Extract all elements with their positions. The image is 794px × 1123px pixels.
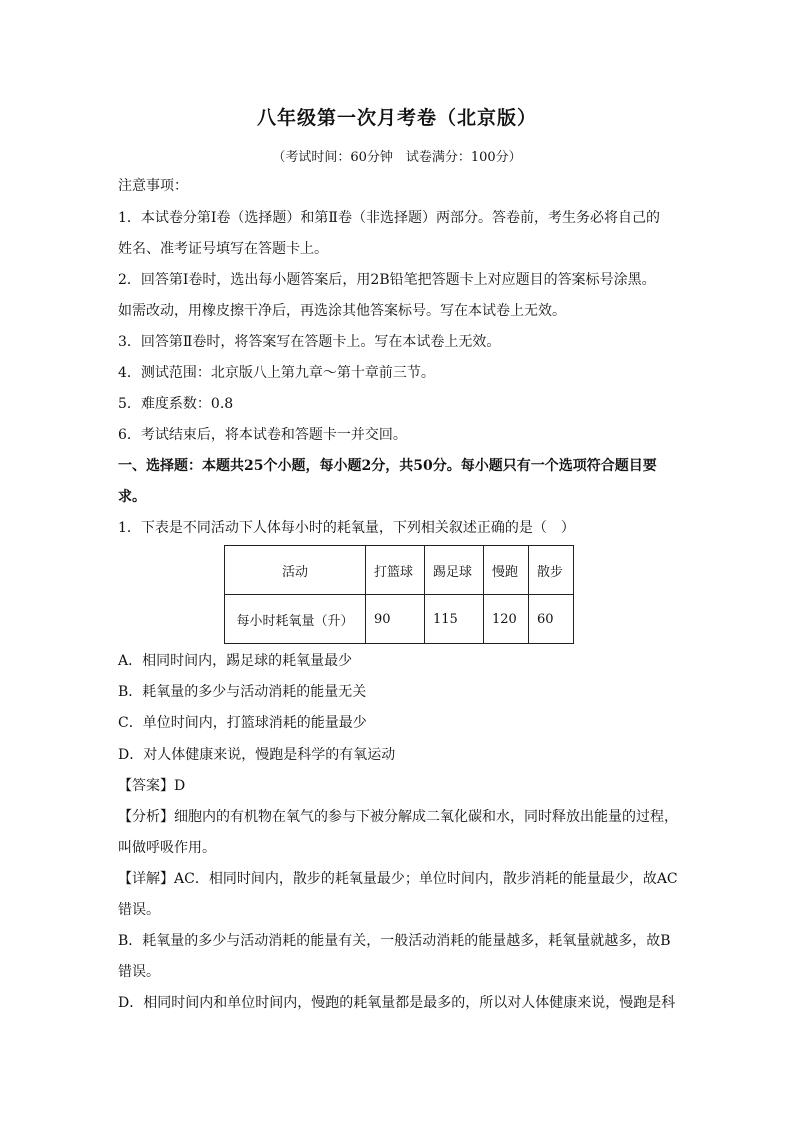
detail-line: 错误。 xyxy=(118,964,160,980)
section-heading: 一、选择题：本题共25个小题，每小题2分，共50分。每小题只有一个选项符合题目要 xyxy=(118,458,657,474)
note-line: 3．回答第Ⅱ卷时，将答案写在答题卡上。写在本试卷上无效。 xyxy=(118,334,501,350)
option-b: B．耗氧量的多少与活动消耗的能量无关 xyxy=(118,684,367,700)
note-line: 如需改动，用橡皮擦干净后，再选涂其他答案标号。写在本试卷上无效。 xyxy=(118,303,566,319)
table-cell: 115 xyxy=(425,595,484,644)
table-cell: 60 xyxy=(529,595,574,644)
analysis-line: 叫做呼吸作用。 xyxy=(118,840,216,856)
option-d: D．对人体健康来说，慢跑是科学的有氧运动 xyxy=(118,747,396,763)
question-stem: 1．下表是不同活动下人体每小时的耗氧量，下列相关叙述正确的是（ ） xyxy=(118,520,575,536)
note-line: 2．回答第Ⅰ卷时，选出每小题答案后，用2B铅笔把答题卡上对应题目的答案标号涂黑。 xyxy=(118,272,656,288)
detail-line: B．耗氧量的多少与活动消耗的能量有关，一般活动消耗的能量越多，耗氧量就越多，故B xyxy=(118,933,671,949)
exam-subtitle: （考试时间：60分钟 试卷满分：100分） xyxy=(272,150,522,165)
table-row xyxy=(225,595,574,644)
option-a: A．相同时间内，踢足球的耗氧量最少 xyxy=(118,653,353,669)
table-header-cell: 打篮球 xyxy=(366,546,425,595)
detail-line: 错误。 xyxy=(118,902,160,918)
table-cell: 120 xyxy=(484,595,529,644)
detail-line: D．相同时间内和单位时间内，慢跑的耗氧量都是最多的，所以对人体健康来说，慢跑是科 xyxy=(118,995,676,1011)
table-header-cell: 活动 xyxy=(225,546,366,595)
option-c: C．单位时间内，打篮球消耗的能量最少 xyxy=(118,715,367,731)
analysis-line: 【分析】细胞内的有机物在氧气的参与下被分解成二氧化碳和水，同时释放出能量的过程， xyxy=(118,809,678,825)
note-line: 4．测试范围：北京版八上第九章～第十章前三节。 xyxy=(118,365,435,381)
table-cell: 90 xyxy=(366,595,425,644)
note-line: 5．难度系数：0.8 xyxy=(118,396,234,412)
oxygen-consumption-table xyxy=(224,545,574,644)
answer-line: 【答案】D xyxy=(118,778,186,794)
notes-heading: 注意事项： xyxy=(118,178,188,194)
section-heading-cont: 求。 xyxy=(118,489,146,505)
note-line: 6．考试结束后，将本试卷和答题卡一并交回。 xyxy=(118,427,407,443)
table-cell: 每小时耗氧量（升） xyxy=(225,595,366,644)
detail-line: 【详解】AC．相同时间内，散步的耗氧量最少；单位时间内，散步消耗的能量最少，故AC xyxy=(118,871,678,887)
table-header-cell: 散步 xyxy=(529,546,574,595)
table-header-row xyxy=(225,546,574,595)
table-header-cell: 踢足球 xyxy=(425,546,484,595)
note-line: 1．本试卷分第Ⅰ卷（选择题）和第Ⅱ卷（非选择题）两部分。答卷前，考生务必将自己的 xyxy=(118,210,660,226)
page-title: 八年级第一次月考卷（北京版） xyxy=(256,107,537,129)
table-header-cell: 慢跑 xyxy=(484,546,529,595)
note-line: 姓名、准考证号填写在答题卡上。 xyxy=(118,241,328,257)
